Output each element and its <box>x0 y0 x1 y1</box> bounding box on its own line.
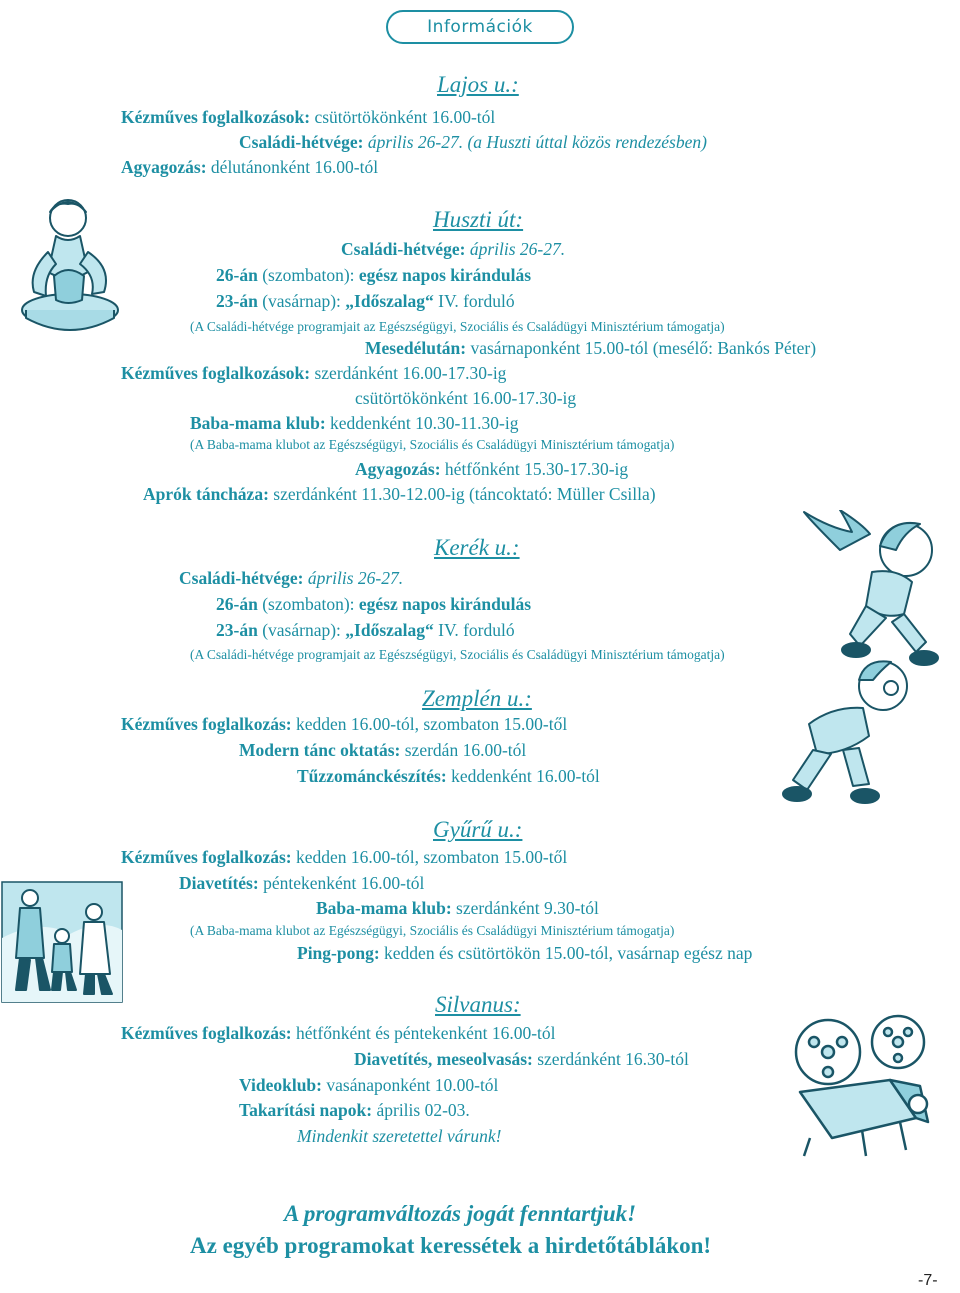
projector-illustration <box>770 1010 940 1160</box>
lajos-line-3: Agyagozás: délutánonként 16.00-tól <box>121 157 379 177</box>
silvanus-line-1: Kézműves foglalkozás: hétfőnként és péntekenként 16.00-tól <box>121 1023 556 1043</box>
zemplen-line-3: Tűzzománckészítés: keddenként 16.00-tól <box>297 766 600 786</box>
huszti-line-6: csütörtökönként 16.00-17.30-ig <box>355 388 577 408</box>
gyuru-line-1: Kézműves foglalkozás: kedden 16.00-tól, szombaton 15.00-től <box>121 847 568 867</box>
silvanus-line-3: Videoklub: vasánaponként 10.00-tól <box>239 1075 499 1095</box>
footer-line-2: Az egyéb programokat keressétek a hirdetőtáblákon! <box>190 1233 712 1258</box>
huszti-line-3: 23-án (vasárnap): „Időszalag“ IV. forduló <box>216 291 515 311</box>
silvanus-line-2: Diavetítés, meseolvasás: szerdánként 16.30-tól <box>354 1049 689 1069</box>
lajos-line-2: Családi-hétvége: április 26-27. (a Huszti úttal közös rendezésben) <box>239 132 707 152</box>
gyuru-note: (A Baba-mama klubot az Egészségügyi, Szociális és Családügyi Minisztérium támogatja) <box>190 923 675 938</box>
silvanus-line-5: Mindenkit szeretettel várunk! <box>297 1126 502 1146</box>
zemplen-line-2: Modern tánc oktatás: szerdán 16.00-tól <box>239 740 527 760</box>
silvanus-line-4: Takarítási napok: április 02-03. <box>239 1100 470 1120</box>
curious-boy-illustration <box>773 650 923 810</box>
lajos-title: Lajos u.: <box>437 72 519 97</box>
footer-line-1: A programváltozás jogát fenntartjuk! <box>284 1201 637 1226</box>
zemplen-line-1: Kézműves foglalkozás: kedden 16.00-tól, szombaton 15.00-től <box>121 714 568 734</box>
gyuru-line-3: Baba-mama klub: szerdánként 9.30-tól <box>316 898 599 918</box>
silvanus-title: Silvanus: <box>435 992 521 1017</box>
kerek-title: Kerék u.: <box>434 535 520 560</box>
kerek-line-1: Családi-hétvége: április 26-27. <box>179 568 404 588</box>
kerek-note: (A Családi-hétvége programjait az Egészségügyi, Szociális és Családügyi Minisztérium támogatja) <box>190 647 725 662</box>
huszti-line-1: Családi-hétvége: április 26-27. <box>341 239 566 259</box>
gyuru-line-2: Diavetítés: péntekenként 16.00-tól <box>179 873 425 893</box>
huszti-note-1: (A Családi-hétvége programjait az Egészségügyi, Szociális és Családügyi Minisztérium támogatja) <box>190 319 725 334</box>
huszti-title: Huszti út: <box>433 207 524 232</box>
family-walk-illustration <box>0 878 125 1008</box>
huszti-line-9: Aprók táncháza: szerdánként 11.30-12.00-ig (táncoktató: Müller Csilla) <box>143 484 656 504</box>
lajos-line-1: Kézműves foglalkozások: csütörtökönként 16.00-tól <box>121 107 496 127</box>
huszti-note-2: (A Baba-mama klubot az Egészségügyi, Szociális és Családügyi Minisztérium támogatja) <box>190 437 675 452</box>
section-badge: Információk <box>386 10 574 44</box>
huszti-line-5: Kézműves foglalkozások: szerdánként 16.00-17.30-ig <box>121 363 507 383</box>
huszti-line-8: Agyagozás: hétfőnként 15.30-17.30-ig <box>355 459 629 479</box>
huszti-line-7: Baba-mama klub: keddenként 10.30-11.30-ig <box>190 413 519 433</box>
potter-illustration <box>12 192 124 342</box>
zemplen-title: Zemplén u.: <box>422 686 532 711</box>
huszti-line-2: 26-án (szombaton): egész napos kirándulás <box>216 265 532 285</box>
gyuru-line-4: Ping-pong: kedden és csütörtökön 15.00-tól, vasárnap egész nap <box>297 943 753 963</box>
kerek-line-2: 26-án (szombaton): egész napos kirándulás <box>216 594 532 614</box>
page-number: -7- <box>918 1272 938 1289</box>
kerek-line-3: 23-án (vasárnap): „Időszalag“ IV. forduló <box>216 620 515 640</box>
huszti-line-4: Mesedélután: vasárnaponként 15.00-tól (mesélő: Bankós Péter) <box>365 338 817 358</box>
gyuru-title: Gyűrű u.: <box>433 817 523 842</box>
